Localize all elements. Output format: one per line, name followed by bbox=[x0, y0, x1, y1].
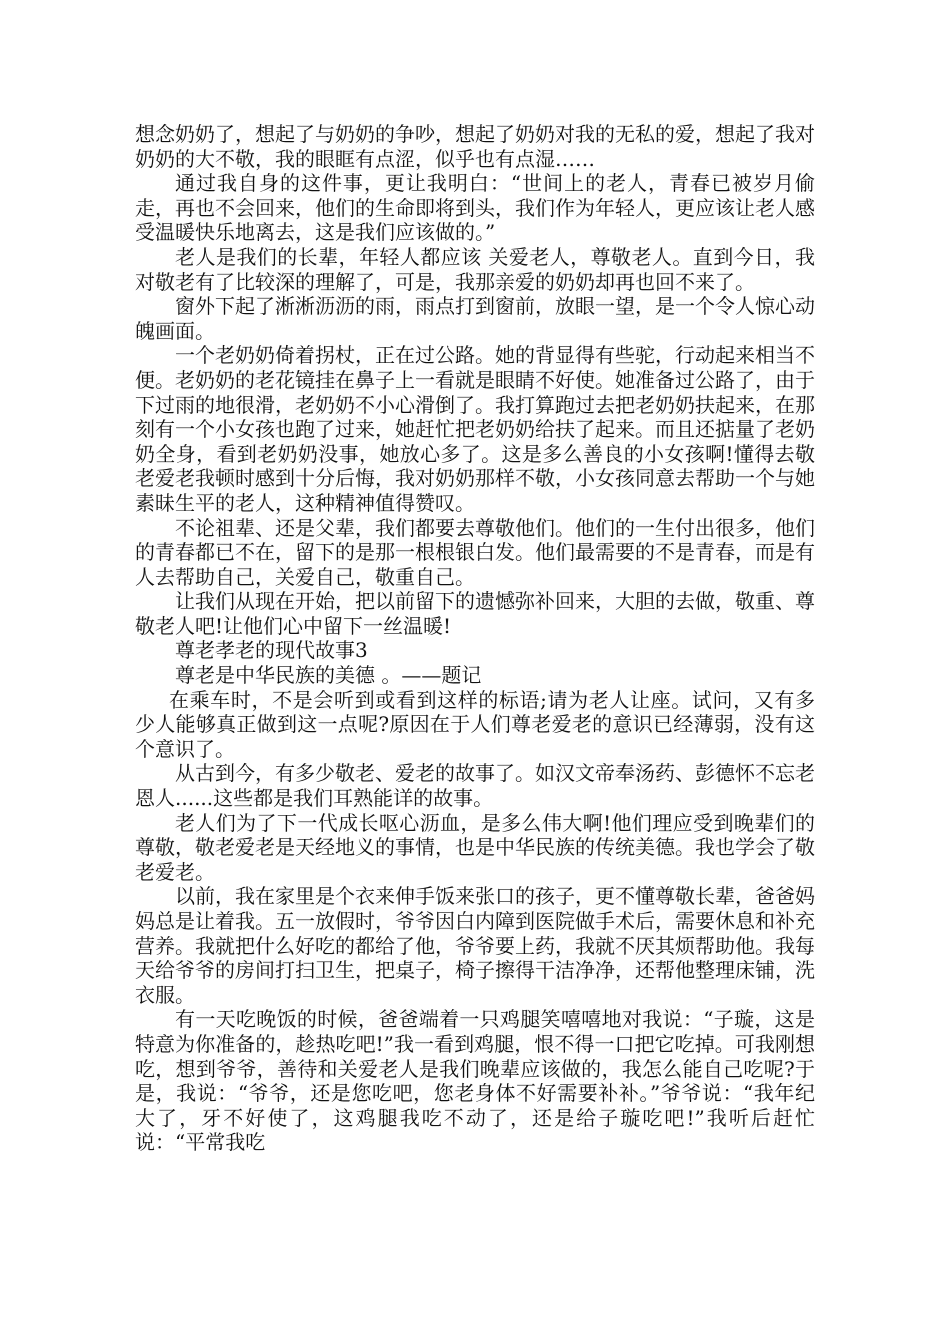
paragraph-10: 在乘车时，不是会听到或看到这样的标语;请为老人让座。试问，又有多少人能够真正做到这一点呢?原因在于人们尊老爱老的意识已经薄弱，没有这个意识了。 bbox=[135, 687, 815, 761]
paragraph-13: 以前，我在家里是个衣来伸手饭来张口的孩子，更不懂尊敬长辈，爸爸妈妈总是让着我。五一放假时，爷爷因白内障到医院做手术后，需要休息和补充营养。我就把什么好吃的都给了他，爷爷要上药，我就不厌其烦帮助他。我每天给爷爷的房间打扫卫生，把桌子，椅子擦得干洁净净，还帮他整理床铺，洗衣服。 bbox=[135, 884, 815, 1007]
paragraph-2: 通过我自身的这件事，更让我明白：“世间上的老人，青春已被岁月偷走，再也不会回来，他们的生命即将到头，我们作为年轻人，更应该让老人感受温暖快乐地离去，这是我们应该做的。” bbox=[135, 171, 815, 245]
paragraph-7: 让我们从现在开始，把以前留下的遗憾弥补回来，大胆的去做，敬重、尊敬老人吧!让他们心中留下一丝温暖! bbox=[135, 589, 815, 638]
paragraph-5: 一个老奶奶倚着拐杖，正在过公路。她的背显得有些驼，行动起来相当不便。老奶奶的老花镜挂在鼻子上一看就是眼睛不好使。她准备过公路了，由于下过雨的地很滑，老奶奶不小心滑倒了。我打算跑过去把老奶奶扶起来，在那刻有一个小女孩也跑了过来，她赶忙把老奶奶给扶了起来。而且还掂量了老奶奶全身，看到老奶奶没事，她放心多了。这是多么善良的小女孩啊!懂得去敬老爱老我顿时感到十分后悔，我对奶奶那样不敬，小女孩同意去帮助一个与她素昧生平的老人，这种精神值得赞叹。 bbox=[135, 343, 815, 515]
paragraph-6: 不论祖辈、还是父辈，我们都要去尊敬他们。他们的一生付出很多，他们的青春都已不在，留下的是那一根根银白发。他们最需要的不是青春，而是有人去帮助自己，关爱自己，敬重自己。 bbox=[135, 515, 815, 589]
paragraph-14: 有一天吃晚饭的时候，爸爸端着一只鸡腿笑嘻嘻地对我说：“子璇，这是特意为你准备的，趁热吃吧!”我一看到鸡腿，恨不得一口把它吃掉。可我刚想吃，想到爷爷，善待和关爱老人是我们晚辈应该做的，我怎么能自己吃呢?于是，我说：“爷爷，还是您吃吧，您老身体不好需要补补。”爷爷说：“我年纪大了，牙不好使了，这鸡腿我吃不动了，还是给子璇吃吧!”我听后赶忙说：“平常我吃 bbox=[135, 1007, 815, 1155]
paragraph-1: 想念奶奶了，想起了与奶奶的争吵，想起了奶奶对我的无私的爱，想起了我对奶奶的大不敬，我的眼眶有点涩，似乎也有点湿…… bbox=[135, 122, 815, 171]
section-title: 尊老孝老的现代故事3 bbox=[175, 638, 368, 663]
paragraph-4: 窗外下起了淅淅沥沥的雨，雨点打到窗前，放眼一望，是一个令人惊心动魄画面。 bbox=[135, 294, 815, 343]
document-page bbox=[135, 122, 815, 1155]
paragraph-12: 老人们为了下一代成长呕心沥血，是多么伟大啊!他们理应受到晚辈们的尊敬，敬老爱老是天经地义的事情，也是中华民族的传统美德。我也学会了敬老爱老。 bbox=[135, 810, 815, 884]
paragraph-3: 老人是我们的长辈，年轻人都应该 关爱老人，尊敬老人。直到今日，我对敬老有了比较深的理解了，可是，我那亲爱的奶奶却再也回不来了。 bbox=[135, 244, 815, 294]
paragraph-11: 从古到今，有多少敬老、爱老的故事了。如汉文帝奉汤药、彭德怀不忘老恩人......这些都是我们耳熟能详的故事。 bbox=[135, 761, 815, 811]
epigraph: 尊老是中华民族的美德 。——题记 bbox=[175, 663, 482, 688]
